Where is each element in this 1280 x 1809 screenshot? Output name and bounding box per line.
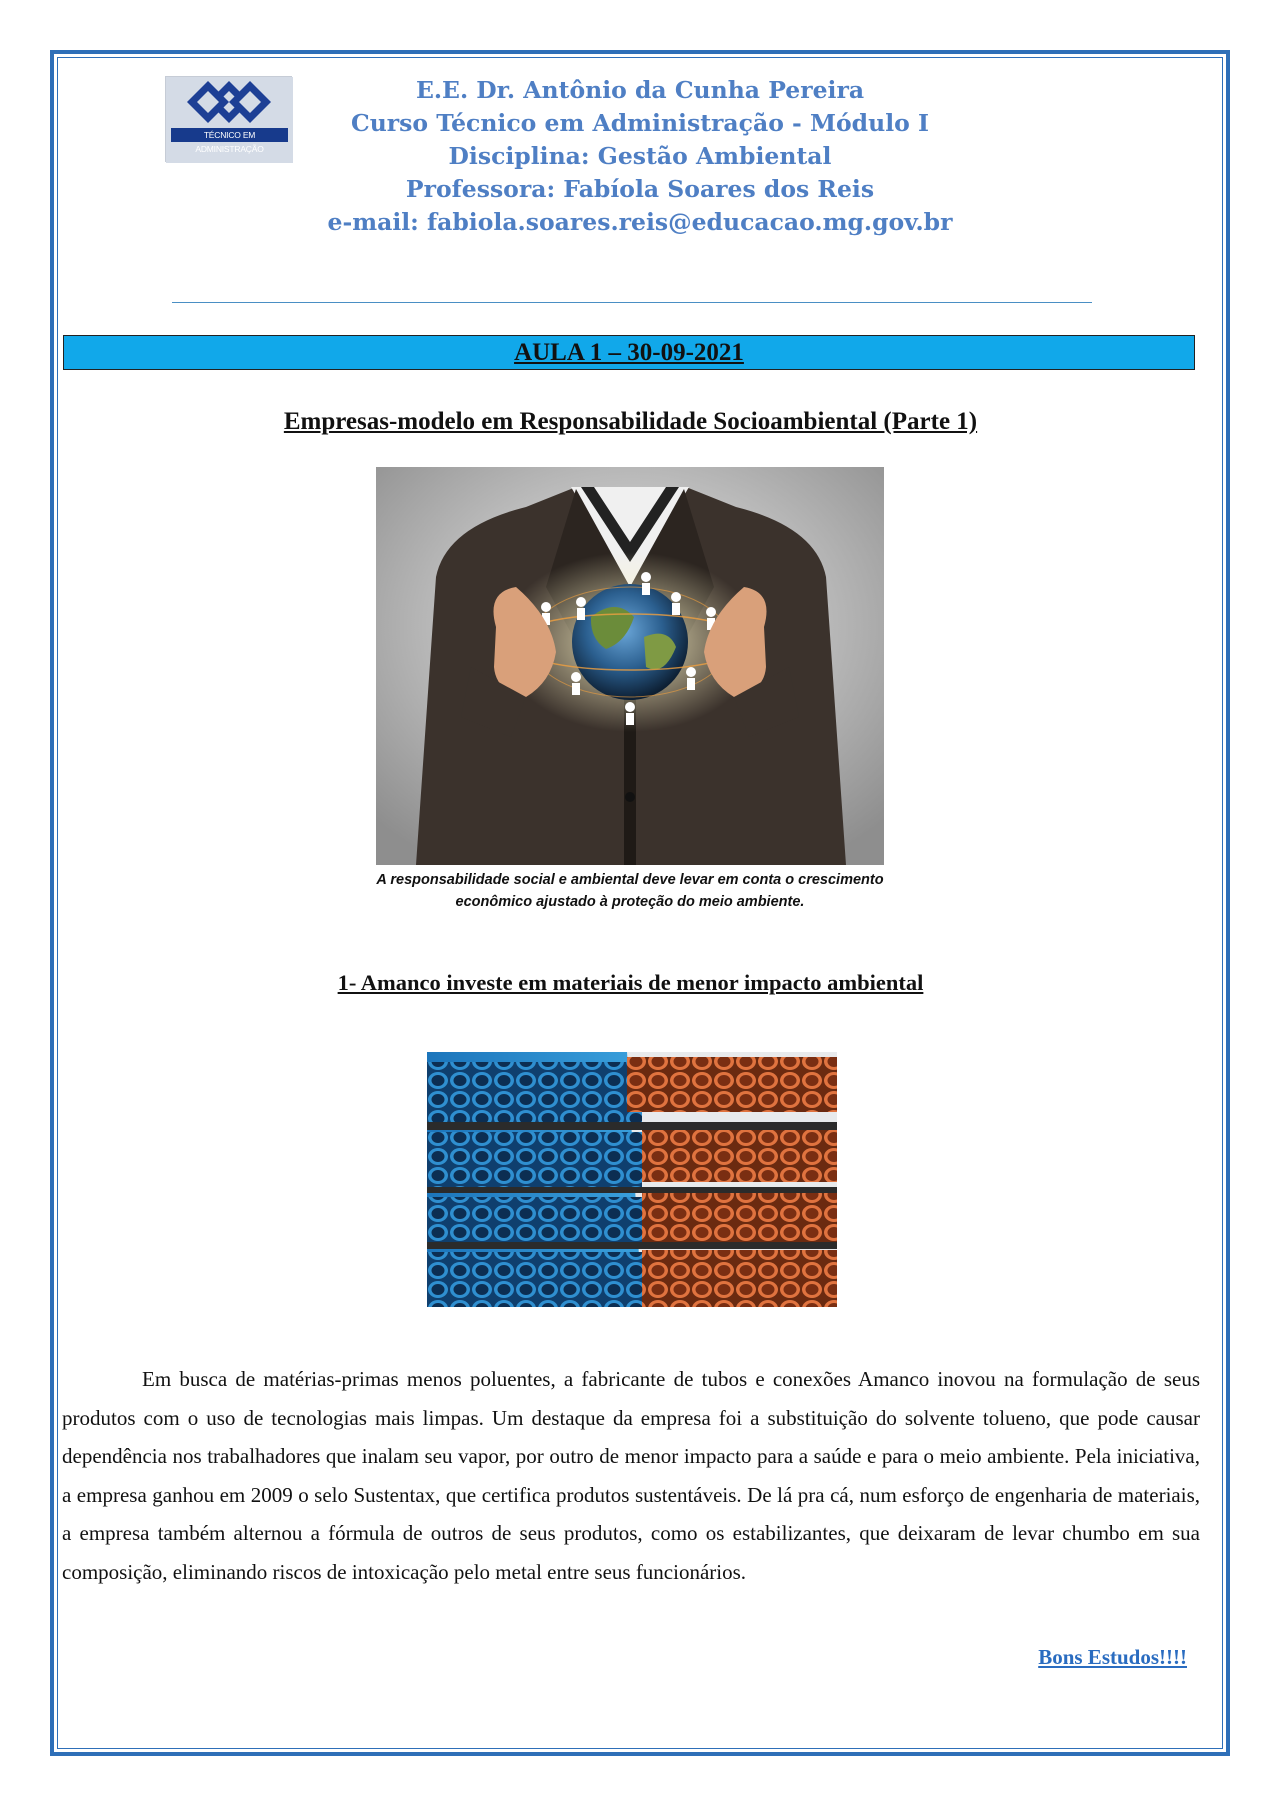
stacked-pipes-photo — [427, 1052, 837, 1307]
logo-label: TÉCNICO EM ADMINISTRAÇÃO — [171, 128, 288, 142]
businessman-holding-globe-photo — [376, 467, 884, 865]
lesson-banner: AULA 1 – 30-09-2021 — [63, 335, 1195, 370]
caption-line-2: econômico ajustado à proteção do meio ambiente. — [455, 894, 805, 910]
discipline-name: Disciplina: Gestão Ambiental — [448, 142, 832, 170]
teacher-email: e-mail: fabiola.soares.reis@educacao.mg.gov.br — [327, 208, 953, 236]
figure-caption — [300, 869, 960, 913]
caption-line-1: A responsabilidade social e ambiental deve levar em conta o crescimento — [376, 872, 884, 888]
course-logo — [165, 76, 292, 162]
closing-link[interactable]: Bons Estudos!!!! — [1038, 1645, 1187, 1669]
teacher-name: Professora: Fabíola Soares dos Reis — [405, 175, 875, 203]
school-name: E.E. Dr. Antônio da Cunha Pereira — [415, 76, 865, 104]
main-title: Empresas-modelo em Responsabilidade Socioambiental (Parte 1) — [283, 408, 978, 435]
section-body-text: Em busca de matérias-primas menos poluentes, a fabricante de tubos e conexões Amanco inovou na formulação de seus produtos com o uso de tecnologias mais limpas. Um destaque da empresa foi a substituição do solvente tolueno, que pode causar dependência nos trabalhadores que inalam seu vapor, por outro de menor impacto para a saúde e para o meio ambiente. Pela iniciativa, a empresa ganhou em 2009 o selo Sustentax, que certifica produtos sustentáveis. De lá pra cá, num esforço de engenharia de materiais, a empresa também alternou a fórmula de outros de seus produtos, como os estabilizantes, que deixaram de levar chumbo em sua composição, eliminando riscos de intoxicação pelo metal entre seus funcionários. — [62, 1367, 1200, 1584]
document-header — [300, 74, 980, 239]
course-name: Curso Técnico em Administração - Módulo I — [351, 109, 929, 137]
section-title: 1- Amanco investe em materiais de menor impacto ambiental — [337, 970, 924, 995]
header-divider — [172, 302, 1092, 303]
